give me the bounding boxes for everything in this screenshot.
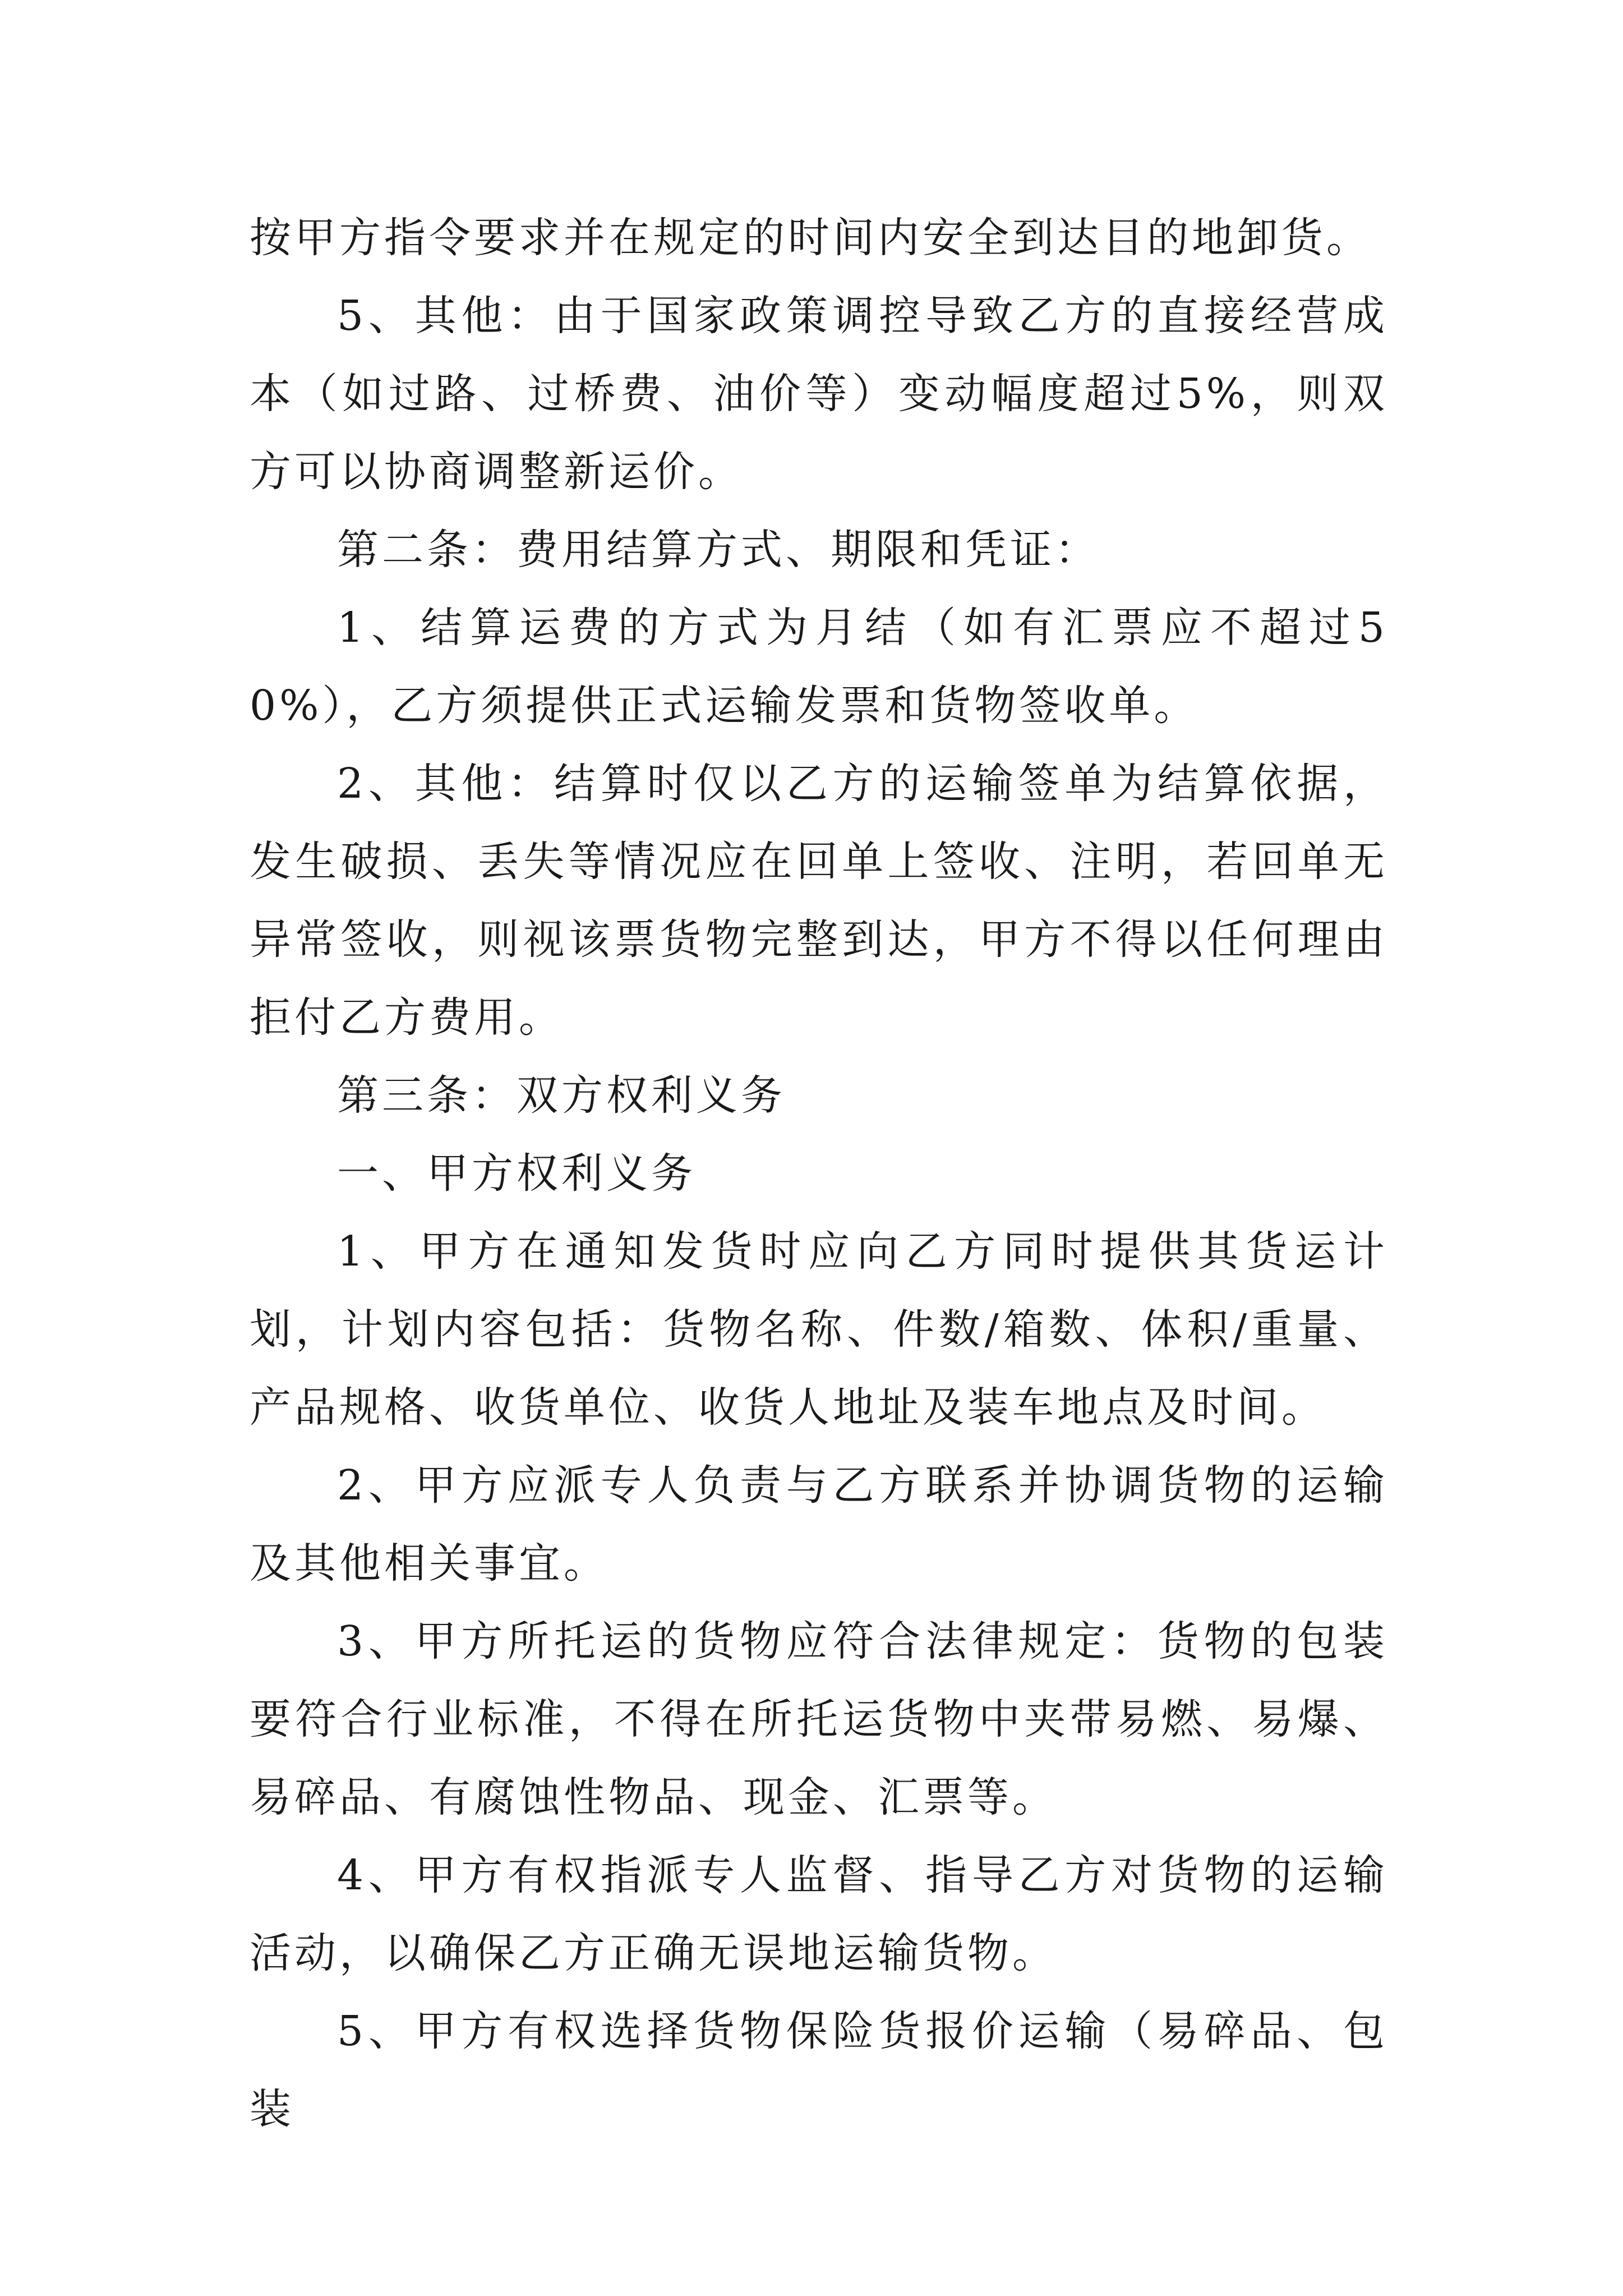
- paragraph-party-a-item-5: 5、甲方有权选择货物保险货报价运输（易碎品、包装: [250, 2007, 1388, 2133]
- paragraph-settlement-other: 2、其他：结算时仅以乙方的运输签单为结算依据，发生破损、丢失等情况应在回单上签收、注明，若回单无异常签收，则视该票货物完整到达，甲方不得以任何理由拒付乙方费用。: [250, 760, 1388, 1042]
- paragraph-settlement-method: 1、结算运费的方式为月结（如有汇票应不超过50%），乙方须提供正式运输发票和货物签收单。: [250, 604, 1388, 730]
- paragraph-party-a-item-2: 2、甲方应派专人负责与乙方联系并协调货物的运输及其他相关事宜。: [250, 1461, 1388, 1588]
- heading-article-two: 第二条：费用结算方式、期限和凭证：: [337, 526, 1100, 574]
- heading-article-three: 第三条：双方权利义务: [337, 1071, 786, 1120]
- document-body: [250, 199, 1388, 2148]
- paragraph-party-a-item-1: 1、甲方在通知发货时应向乙方同时提供其货运计划，计划内容包括：货物名称、件数/箱数、体积/重量、产品规格、收货单位、收货人地址及装车地点及时间。: [250, 1227, 1388, 1432]
- paragraph-party-a-item-4: 4、甲方有权指派专人监督、指导乙方对货物的运输活动，以确保乙方正确无误地运输货物。: [250, 1851, 1388, 1977]
- subheading-party-a-rights: 一、甲方权利义务: [337, 1149, 696, 1198]
- paragraph-party-a-item-3: 3、甲方所托运的货物应符合法律规定：货物的包装要符合行业标准，不得在所托运货物中夹带易燃、易爆、易碎品、有腐蚀性物品、现金、汇票等。: [250, 1617, 1388, 1821]
- paragraph-other-cost-adjustment: 5、其他：由于国家政策调控导致乙方的直接经营成本（如过路、过桥费、油价等）变动幅度超过5%，则双方可以协商调整新运价。: [250, 292, 1388, 496]
- paragraph-unloading: 按甲方指令要求并在规定的时间内安全到达目的地卸货。: [250, 214, 1371, 262]
